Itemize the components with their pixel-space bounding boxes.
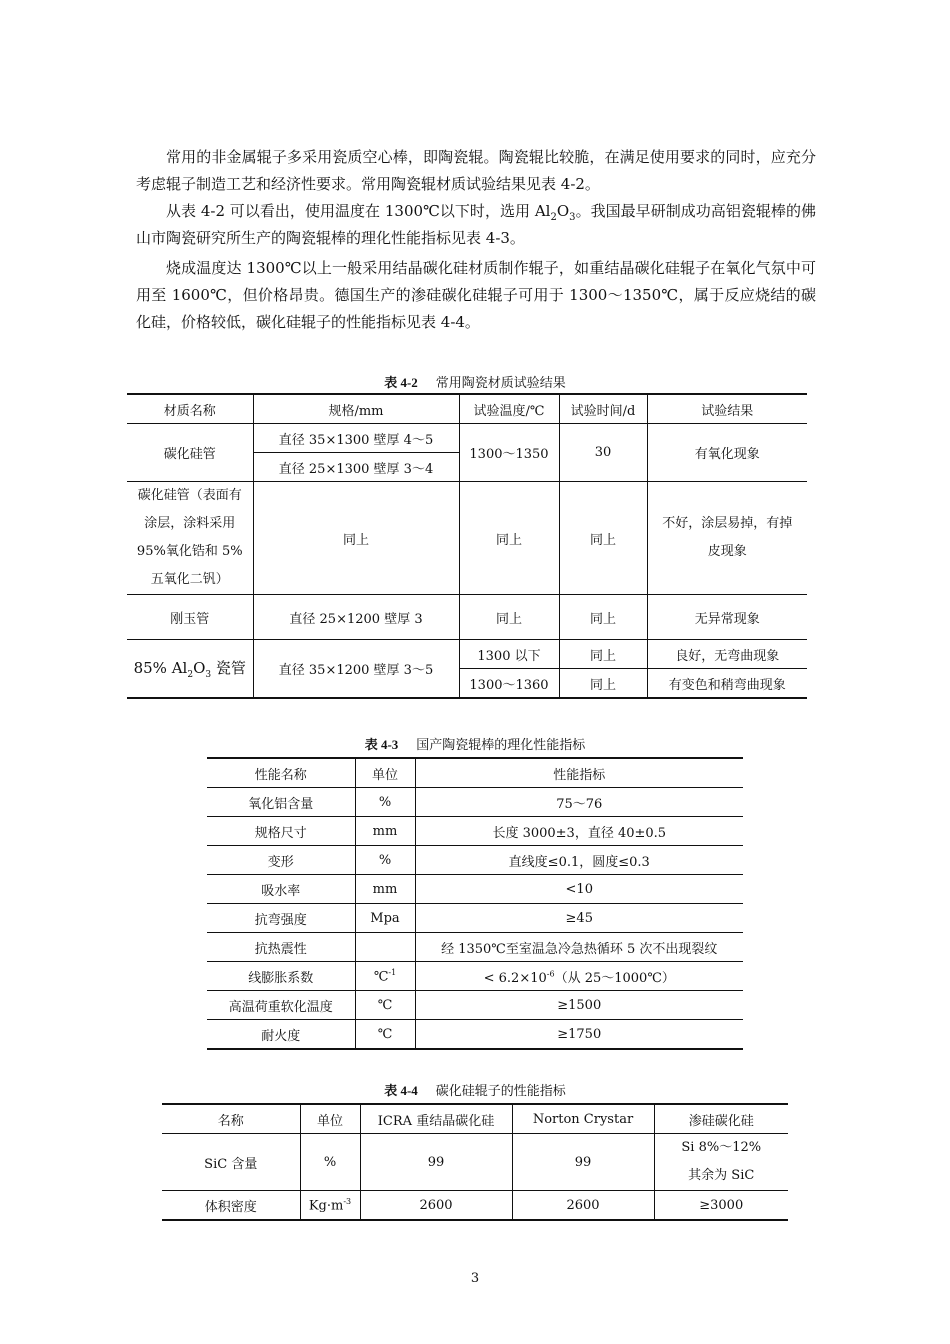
caption-number: 表 4-4 <box>384 1083 418 1098</box>
table-cell: 高温荷重软化温度 <box>207 991 355 1020</box>
table-row <box>207 933 743 962</box>
table-cell: 同上 <box>559 482 647 595</box>
table-cell: ≥1750 <box>415 1020 743 1050</box>
table-row <box>207 962 743 991</box>
table-header-row <box>207 758 743 788</box>
paragraph-2-text-a: 从表 4-2 可以看出，使用温度在 1300℃以下时，选用 Al <box>166 202 551 220</box>
cell-text: 85% Al <box>133 659 188 677</box>
table-row <box>207 788 743 817</box>
table-cell: 同上 <box>459 595 559 640</box>
header-cell: 试验时间/d <box>559 394 647 424</box>
table-cell <box>654 1134 788 1191</box>
cell-text: ℃ <box>373 969 389 985</box>
table-4-4-caption <box>0 1080 950 1099</box>
table-4-4 <box>162 1103 788 1221</box>
table-cell: 同上 <box>459 482 559 595</box>
subscript: 2 <box>187 670 194 680</box>
caption-number: 表 4-3 <box>364 737 399 752</box>
cell-text: （从 25～1000℃） <box>554 970 675 986</box>
table-cell: 抗弯强度 <box>207 904 355 933</box>
table-cell: 同上 <box>559 595 647 640</box>
table-cell: 99 <box>512 1134 654 1191</box>
table-cell: 耐火度 <box>207 1020 355 1050</box>
table-cell <box>355 962 415 991</box>
table-cell <box>647 482 807 595</box>
caption-title: 碳化硅辊子的性能指标 <box>435 1084 566 1099</box>
table-cell <box>355 933 415 962</box>
header-cell: 试验温度/℃ <box>459 394 559 424</box>
table-cell: 直径 35×1200 壁厚 3～5 <box>253 640 459 699</box>
table-cell: 1300～1350 <box>459 424 559 482</box>
table-cell: ≥1500 <box>415 991 743 1020</box>
table-4-2 <box>127 393 807 699</box>
table-cell: 30 <box>559 424 647 482</box>
table-cell: ≥45 <box>415 904 743 933</box>
table-cell <box>300 1191 360 1221</box>
table-cell: 吸水率 <box>207 875 355 904</box>
cell-text: 瓷管 <box>211 659 246 677</box>
table-cell: 99 <box>360 1134 512 1191</box>
table-cell: 2600 <box>512 1191 654 1221</box>
table-cell: 1300 以下 <box>459 640 559 669</box>
page-number: 3 <box>470 1271 480 1286</box>
table-row <box>207 817 743 846</box>
table-cell: 刚玉管 <box>127 595 253 640</box>
table-row <box>207 991 743 1020</box>
table-cell <box>127 482 253 595</box>
table-cell: 有变色和稍弯曲现象 <box>647 669 807 699</box>
header-cell: 性能指标 <box>415 758 743 788</box>
table-cell: 体积密度 <box>162 1191 300 1221</box>
table-cell: 75～76 <box>415 788 743 817</box>
table-cell: % <box>355 846 415 875</box>
paragraph-1: 常用的非金属辊子多采用瓷质空心棒，即陶瓷辊。陶瓷辊比较脆，在满足使用要求的同时，应充分考虑辊子制造工艺和经济性要求。常用陶瓷辊材质试验结果见表 4-2。 <box>136 148 816 193</box>
table-cell: % <box>355 788 415 817</box>
header-cell: 渗硅碳化硅 <box>654 1104 788 1134</box>
table-cell: 同上 <box>559 640 647 669</box>
header-cell: 性能名称 <box>207 758 355 788</box>
table-row <box>207 875 743 904</box>
table-row <box>127 595 807 640</box>
header-cell: 试验结果 <box>647 394 807 424</box>
paragraph-2-text-b: O <box>556 202 570 220</box>
table-cell: 2600 <box>360 1191 512 1221</box>
table-cell: 直径 35×1300 壁厚 4～5 <box>253 424 459 453</box>
table-row <box>162 1134 788 1191</box>
table-row <box>207 904 743 933</box>
table-cell: 线膨胀系数 <box>207 962 355 991</box>
table-header-row <box>162 1104 788 1134</box>
table-cell: 直径 25×1200 壁厚 3 <box>253 595 459 640</box>
subscript: 3 <box>569 212 576 223</box>
table-cell: mm <box>355 875 415 904</box>
table-cell: 同上 <box>253 482 459 595</box>
table-row <box>162 1191 788 1221</box>
superscript: -3 <box>343 1196 352 1206</box>
cell-line: 不好，涂层易掉，有掉 <box>662 516 793 531</box>
subscript: 3 <box>205 670 212 680</box>
table-cell: 1300～1360 <box>459 669 559 699</box>
paragraph-3: 烧成温度达 1300℃以上一般采用结晶碳化硅材质制作辊子，如重结晶碳化硅辊子在氧化气氛中可用至 1600℃，但价格昂贵。德国生产的渗硅碳化硅辊子可用于 1300～1350℃，属于反应烧结的碳化硅，价格较低，碳化硅辊子的性能指标见表 4-4。 <box>136 259 816 331</box>
subscript: 2 <box>550 212 557 223</box>
table-cell: 直径 25×1300 壁厚 3～4 <box>253 453 459 482</box>
header-cell: 单位 <box>355 758 415 788</box>
table-cell: 良好，无弯曲现象 <box>647 640 807 669</box>
table-row <box>127 424 807 453</box>
table-cell: ℃ <box>355 1020 415 1050</box>
table-cell: 同上 <box>559 669 647 699</box>
header-cell: 材质名称 <box>127 394 253 424</box>
table-cell <box>415 962 743 991</box>
cell-line: 95%氧化锆和 5% <box>136 544 243 559</box>
table-row <box>207 1020 743 1050</box>
table-4-3 <box>207 757 743 1050</box>
table-cell <box>127 640 253 699</box>
table-cell: mm <box>355 817 415 846</box>
cell-line: 其余为 SiC <box>688 1168 755 1183</box>
table-row <box>207 846 743 875</box>
cell-text: Kg·m <box>308 1198 344 1214</box>
table-cell: 变形 <box>207 846 355 875</box>
table-cell: <10 <box>415 875 743 904</box>
caption-title: 常用陶瓷材质试验结果 <box>435 376 566 391</box>
superscript: -1 <box>388 967 397 977</box>
table-cell: % <box>300 1134 360 1191</box>
table-cell: 长度 3000±3，直径 40±0.5 <box>415 817 743 846</box>
caption-number: 表 4-2 <box>384 375 418 390</box>
table-cell: 氧化铝含量 <box>207 788 355 817</box>
caption-title: 国产陶瓷辊棒的理化性能指标 <box>416 738 586 753</box>
header-cell: 名称 <box>162 1104 300 1134</box>
cell-text: O <box>193 659 206 677</box>
header-cell: 单位 <box>300 1104 360 1134</box>
table-cell: 抗热震性 <box>207 933 355 962</box>
header-cell: Norton Crystar <box>512 1104 654 1134</box>
cell-line: Si 8%～12% <box>681 1140 762 1155</box>
cell-line: 涂层，涂料采用 <box>144 516 236 531</box>
table-cell: 有氧化现象 <box>647 424 807 482</box>
paragraph-2 <box>136 198 816 252</box>
header-cell: 规格/mm <box>253 394 459 424</box>
cell-line: 五氧化二钒） <box>150 572 229 587</box>
table-cell: 直线度≤0.1，圆度≤0.3 <box>415 846 743 875</box>
table-cell: SiC 含量 <box>162 1134 300 1191</box>
table-header-row <box>127 394 807 424</box>
table-row <box>127 482 807 595</box>
paragraph-2-text-c: 。我国最早研制成功高铝瓷辊棒的佛山市陶瓷研究所生产的陶瓷辊棒的理化性能指标见表 4-3。 <box>136 202 816 247</box>
superscript: -6 <box>546 969 555 979</box>
table-4-3-caption <box>0 734 950 753</box>
header-cell: ICRA 重结晶碳化硅 <box>360 1104 512 1134</box>
table-cell: ℃ <box>355 991 415 1020</box>
table-row <box>127 640 807 669</box>
table-cell: 无异常现象 <box>647 595 807 640</box>
cell-line: 碳化硅管（表面有 <box>137 488 242 503</box>
table-4-2-caption <box>0 372 950 391</box>
table-cell: 碳化硅管 <box>127 424 253 482</box>
table-cell: 经 1350℃至室温急冷急热循环 5 次不出现裂纹 <box>415 933 743 962</box>
table-cell: 规格尺寸 <box>207 817 355 846</box>
table-cell: Mpa <box>355 904 415 933</box>
table-cell: ≥3000 <box>654 1191 788 1221</box>
cell-line: 皮现象 <box>707 544 747 559</box>
cell-text: < 6.2×10 <box>483 970 547 986</box>
